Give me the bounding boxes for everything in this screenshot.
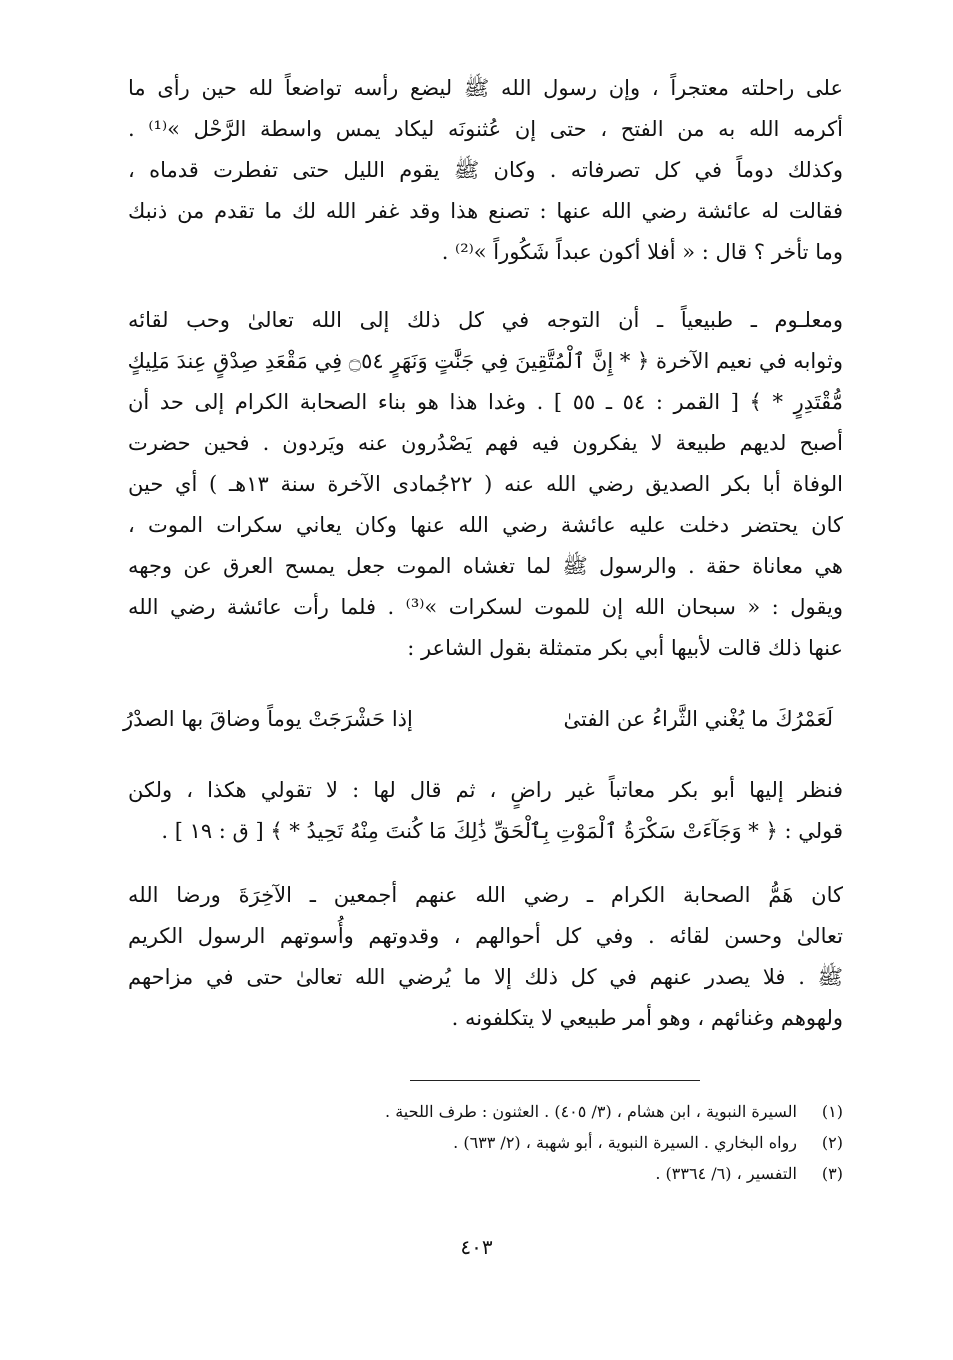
text-line: وكذلك دوماً في كل تصرفاته . وكان ﷺ يقوم الليل حتى تفطرت قدماه ، bbox=[128, 158, 843, 182]
text-line: ومعلـوم ـ طبيعياً ـ أن التوجه في كل ذلك إلى الله تعالىٰ وحب لقائه bbox=[128, 308, 843, 332]
text-line: أكرمه الله به من الفتح ، حتى إن عُثنونَه ليكاد يمس واسطة الرَّحْل »⁽¹⁾ . bbox=[128, 117, 843, 141]
paragraph-2 bbox=[128, 300, 843, 669]
poem-first-hemistich: لَعَمْرُكَ ما يُغْني الثَّراءُ عن الفتىٰ bbox=[563, 707, 833, 731]
text-line: الوفاة أبا بكر الصديق رضي الله عنه ( ٢٢جُمادى الآخرة سنة ١٣هـ ) أي حين bbox=[128, 472, 843, 496]
footnote-text: رواه البخاري . السيرة النبوية ، أبو شهبة ، (٢/ ٦٣٣) . bbox=[453, 1133, 797, 1152]
text-line: ويقول : « سبحان الله إن للموت لسكرات »⁽³⁾ . فلما رأت عائشة رضي الله bbox=[128, 595, 843, 619]
footnote-divider bbox=[410, 1080, 700, 1081]
page-number: ٤٠٣ bbox=[460, 1235, 493, 1259]
text-line: ﷺ . فلا يصدر عنهم في كل ذلك إلا ما يُرضي الله تعالىٰ حتى في مزاحهم bbox=[128, 965, 843, 989]
text-line: عنها ذلك قالت لأبيها أبي بكر متمثلة بقول الشاعر : bbox=[407, 636, 843, 660]
text-line: أصبح لديهم طبيعة لا يفكرون فيه فهم يَصْدُرون عنه ويَردون . فحين حضرت bbox=[128, 431, 843, 455]
text-line: فنظر إليها أبو بكر معاتباً غير راضٍ ، ثم قال لها : لا تقولي هكذا ، ولكن bbox=[128, 778, 843, 802]
footnote-number: (٣) bbox=[821, 1164, 843, 1183]
footnote-number: (١) bbox=[821, 1102, 843, 1121]
footnote-number: (٢) bbox=[821, 1133, 843, 1152]
text-line: ولهوهم وغنائهم ، وهو أمر طبيعي لا يتكلفونه . bbox=[451, 1006, 843, 1030]
text-line: كان هَمُّ الصحابة الكرام ـ رضي الله عنهم أجمعين ـ الآخِرَةَ ورضا الله bbox=[128, 883, 843, 907]
text-line: مُّقْتَدِرٍ * ﴾ [ القمر : ٥٤ ـ ٥٥ ] . وغدا هذا هو بناء الصحابة الكرام إلى حد أن bbox=[128, 390, 843, 414]
paragraph-3 bbox=[128, 770, 843, 852]
footnote-text: السيرة النبوية ، ابن هشام ، (٣/ ٤٠٥) . العثنون : طرف اللحية . bbox=[385, 1102, 797, 1121]
text-line: على راحلته معتجراً ، وإن رسول الله ﷺ ليضع رأسه تواضعاً لله حين رأى ما bbox=[128, 76, 843, 100]
text-line: هي معاناة حقة . والرسول ﷺ لما تغشاه الموت جعل يمسح العرق عن وجهه bbox=[128, 554, 843, 578]
poem-second-hemistich: إذا حَشْرَجَتْ يوماً وضاقَ بها الصدْرُ bbox=[123, 707, 413, 731]
text-line: فقالت له عائشة رضي الله عنها : تصنع هذا وقد غفر الله لك ما تقدم من ذنبك bbox=[128, 199, 843, 223]
text-line: كان يحتضر دخلت عليه عائشة رضي الله عنها وكان يعاني سكرات الموت ، bbox=[128, 513, 843, 537]
footnote bbox=[128, 1097, 843, 1127]
paragraph-4 bbox=[128, 875, 843, 1039]
footnote bbox=[128, 1159, 843, 1189]
text-line: وما تأخر ؟ قال : « أفلا أكون عبداً شَكُوراً »⁽²⁾ . bbox=[441, 240, 843, 264]
paragraph-1 bbox=[128, 68, 843, 273]
poem-verse bbox=[123, 699, 833, 740]
text-line: تعالىٰ وحسن لقائه . وفي كل أحوالهم ، وقدوتهم وأُسوتهم الرسول الكريم bbox=[128, 924, 843, 948]
footnote-text: التفسير ، (٦/ ٣٣٦٤) . bbox=[655, 1164, 797, 1183]
footnote bbox=[128, 1128, 843, 1158]
quran-verse-line: قولي : ﴿ * وَجَآءَتْ سَكْرَةُ ٱلْمَوْتِ بِٱلْحَقِّ ذَٰلِكَ مَا كُنتَ مِنْهُ تَحِيدُ * ﴾ [ ق : ١٩ ] . bbox=[161, 819, 843, 843]
quran-verse-line: وثوابه في نعيم الآخرة ﴿ * إِنَّ ٱلْمُتَّقِينَ فِي جَنَّٰتٍ وَنَهَرٍ ۝٥٤ فِي مَقْعَدِ صِدْقٍ عِندَ مَلِيكٍ bbox=[127, 349, 843, 373]
